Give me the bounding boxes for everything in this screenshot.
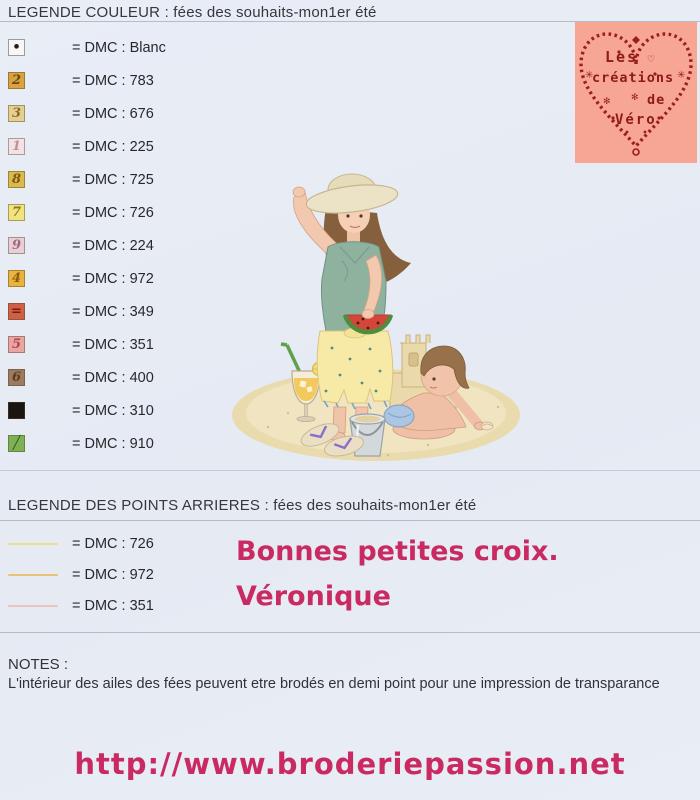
legend-label: = DMC : 400 (72, 369, 154, 386)
stitch-symbol: = (8, 303, 25, 320)
backstitch-line-swatch (8, 605, 58, 607)
notes-heading: NOTES : (8, 656, 69, 673)
legend-label: = DMC : 972 (72, 270, 154, 287)
signature-line2: Véronique (236, 581, 391, 612)
legend-label: = DMC : 676 (72, 105, 154, 122)
divider (0, 470, 700, 471)
stitch-symbol: 5 (8, 336, 25, 353)
logo-word: Véro (615, 112, 657, 128)
svg-text:✻: ✻ (603, 97, 611, 107)
legend-label: = DMC : 349 (72, 303, 154, 320)
legend-row (8, 196, 166, 229)
legend-row (8, 97, 166, 130)
legend-label: = DMC : 726 (72, 204, 154, 221)
backstitch-legend (8, 528, 154, 621)
legend-row (8, 262, 166, 295)
legend-label: = DMC : 225 (72, 138, 154, 155)
logo-word: créations (592, 70, 675, 86)
legend-row (8, 31, 166, 64)
backstitch-row (8, 559, 154, 590)
stitch-symbol: 7 (8, 204, 25, 221)
stitch-symbol: • (8, 39, 25, 56)
legend-row (8, 229, 166, 262)
stitch-symbol (8, 402, 25, 419)
legend-label: = DMC : 726 (72, 535, 154, 552)
backstitch-row (8, 528, 154, 559)
legend-row (8, 328, 166, 361)
divider (0, 632, 700, 633)
legend-label: = DMC : 310 (72, 402, 154, 419)
stitch-symbol: 3 (8, 105, 25, 122)
legend-row (8, 427, 166, 460)
backstitch-line-swatch (8, 543, 58, 545)
legend-label: = DMC : 224 (72, 237, 154, 254)
legend-row (8, 64, 166, 97)
heart-motif (575, 22, 697, 163)
svg-text:✳: ✳ (677, 70, 686, 81)
color-legend-title: LEGENDE COULEUR : fées des souhaits-mon1er été (8, 4, 377, 21)
stitch-symbol: 6 (8, 369, 25, 386)
svg-text:✻: ✻ (631, 93, 639, 103)
stitch-symbol: 4 (8, 270, 25, 287)
signature-line1: Bonnes petites croix. (236, 536, 559, 567)
logo-word: Les (605, 48, 639, 66)
stitch-symbol: 1 (8, 138, 25, 155)
handwritten-signature (236, 529, 559, 619)
backstitch-legend-title: LEGENDE DES POINTS ARRIERES : fées des souhaits-mon1er été (8, 497, 477, 514)
creator-logo (575, 22, 697, 163)
legend-label: = DMC : 910 (72, 435, 154, 452)
logo-word: de (647, 92, 666, 108)
beach-illustration (228, 163, 520, 465)
svg-text:♡: ♡ (647, 55, 656, 65)
legend-row (8, 163, 166, 196)
legend-row (8, 361, 166, 394)
stitch-symbol: 2 (8, 72, 25, 89)
legend-label: = DMC : 351 (72, 597, 154, 614)
legend-label: = DMC : Blanc (72, 39, 166, 56)
legend-label: = DMC : 972 (72, 566, 154, 583)
notes-body: L'intérieur des ailes des fées peuvent etre brodés en demi point pour une impression de transparance (8, 676, 660, 692)
stitch-symbol: ╱ (8, 435, 25, 452)
legend-label: = DMC : 783 (72, 72, 154, 89)
legend-row (8, 130, 166, 163)
backstitch-row (8, 590, 154, 621)
website-url: http://www.broderiepassion.net (74, 747, 626, 781)
stitch-symbol: 8 (8, 171, 25, 188)
svg-text:✳: ✳ (585, 70, 594, 81)
stitch-symbol: 9 (8, 237, 25, 254)
legend-row (8, 394, 166, 427)
color-legend (8, 31, 166, 460)
legend-label: = DMC : 725 (72, 171, 154, 188)
legend-label: = DMC : 351 (72, 336, 154, 353)
divider (0, 520, 700, 521)
legend-row (8, 295, 166, 328)
backstitch-line-swatch (8, 574, 58, 576)
